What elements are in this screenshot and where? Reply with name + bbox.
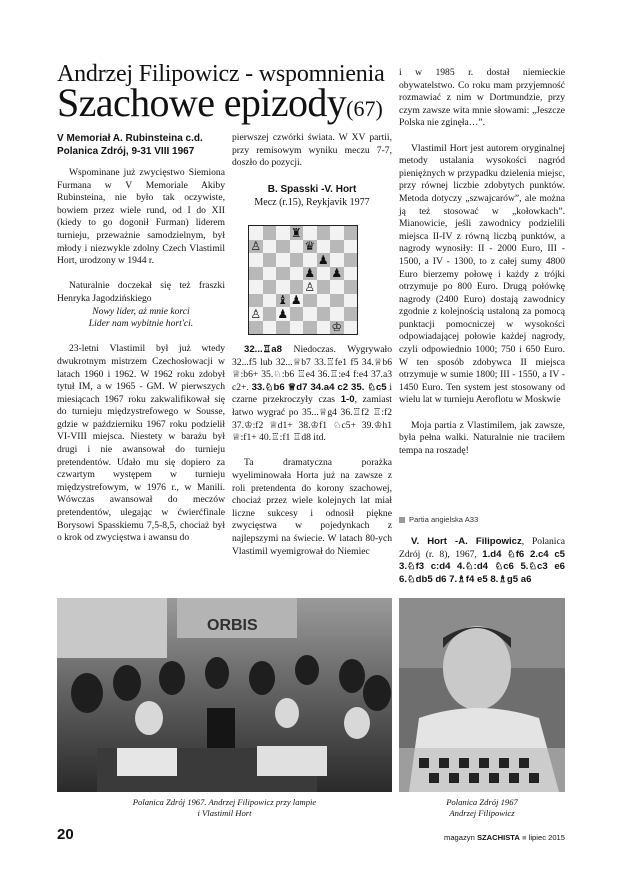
game-moves: 32...♖a8 Niedoczas. Wygrywało 32...f5 lub 32...♕b7 33.♖fe1 f5 34.♕b6 ♕:b6+ 35.♘:b6 ♖e4 36.♖:e4 f:e4 37.a3 c2+. 33.♘b6 ♕d7 34.a4 c2 35. ♘c5 i czarne przekroczyły czas 1-0, zamiast łatwo wygrać po 35...♕g4 36.♖f2 ♖:f2 37.♔:f2 ♕d1+ 38.♔f1 ♘c5+ 39.♔h1 ♕:f1+ 40.♖:f1 ♖d8 itd.: [232, 344, 393, 444]
chess-square: [330, 253, 344, 267]
article-title-text: Szachowe epizody: [57, 80, 347, 125]
chess-piece-square: ♙: [250, 239, 262, 254]
chess-square: [249, 253, 263, 267]
col1-paragraph: Wspominane już zwycięstwo Siemiona Furmana w V Memoriale Akiby Rubinsteina, nie było tak oczywiste, bowiem przez wiele rund, od I do XII (kiedy to go dogonił Furman) liderem turnieju, przeważnie samodzielnym, był młody i niezwykle zdolny Czech Vlastimil Hort, urodzony w 1944 r.: [57, 167, 225, 267]
chess-square: [263, 294, 277, 308]
chess-piece-square: ♟: [317, 252, 329, 267]
chess-square: [290, 280, 304, 294]
col3-paragraph: i w 1985 r. dostał niemieckie obywatelstwo. Co roku mam przyjemność rozmawiać z nim w Dortmundzie, przy czym zawsze wita mnie słowami: „Jeszcze Polska nie zginęła…”.: [399, 67, 565, 129]
chess-square: [249, 267, 263, 281]
chess-square: [276, 226, 290, 240]
chess-square: [330, 280, 344, 294]
caption-line: i Vlastimil Hort: [197, 808, 252, 818]
game-info: Mecz (r.15), Reykjavik 1977: [254, 197, 370, 208]
verse-line: Lider nam wybitnie hort'ci.: [88, 318, 194, 330]
chess-square: [263, 307, 277, 321]
chess-square: [330, 240, 344, 254]
opening-source: Partia angielska A33: [399, 515, 565, 524]
photo-tournament-hall: [57, 598, 392, 792]
chess-square: [290, 240, 304, 254]
chess-square: [344, 307, 358, 321]
col1-paragraph: 23-letni Vlastimil był już wtedy dwukrotnym mistrzem Czechosłowacji w latach 1960 i 1962. W 1962 roku zdobył tytuł IM, a w 1965 - GM. W pierwszych miesiącach 1967 roku zakwalifikował się do turnieju międzystrefowego w Sousse, gdzie w październiku 1967 roku podzielił VI-VIII miejsca. Niestety w barażu był drugi i nie awansował do turnieju pretendentów. Udało mu się dopiero za czwartym występem w turnieju międzystrefowym, w 1976 r., w Manili. Wówczas awansował do meczów pretendentów, ulegając w ćwierćfinale Borysowi Spasskiemu 7,5-8,5, chociaż był o krok od zwycięstwa i awansu do: [57, 343, 225, 544]
chess-square: [330, 226, 344, 240]
chess-piece-square: ♜: [290, 225, 302, 240]
caption-line: Andrzej Filipowicz: [449, 808, 515, 818]
footer-magazine: magazyn SZACHISTA ■ lipiec 2015: [444, 833, 565, 842]
game-moves: V. Hort -A. Filipowicz, Polanica Zdrój (r. 8), 1967, 1.d4 ♘f6 2.c4 c5 3.♘f3 c:d4 4.♘:d4 ♘c6 5.♘c3 e6 6.♘db5 d6 7.♗f4 e5 8.♗g5 a6: [399, 536, 565, 585]
chess-square: [249, 280, 263, 294]
chess-square: [317, 226, 331, 240]
col3-paragraph: Vlastimil Hort jest autorem oryginalnej metody ustalania wysokości nagród pieniężnych w przypadku dzielenia miejsc, przy równej liczbie zdobytych punktów. Metoda dotyczy „szwajcarów”, ale można ją też stosować w „kołowkach”. Mianowicie, jeśli zawodnicy podzielili miejsca II-IV z równą liczbą punktów, a nagrody wynosiły: II - 2000 Euro, III - 1500, a IV - 1300, to z całej sumy 4800 Euro bierzemy połowę i każdy z trójki otrzymuje po 800 Euro. Drugą połówkę nagrody (2400 Euro) dostają zawodnicy zgodnie z kolejnością ustaloną za pomocą punktacji pomocniczej w wysokości odpowiadającej połowie każdej nagrody, czyli odpowiednio 1000; 750 i 650 Euro. W ten sposób zdobywca II miejsca otrzymuje w sumie 1800; III - 1550, a IV - 1450 Euro. Ten system jest stosowany od wielu lat w turnieju Aeroflotu w Moskwie: [399, 142, 565, 406]
chess-square: [290, 267, 304, 281]
svg-text:ORBIS: ORBIS: [207, 617, 258, 634]
photo-caption-left: [57, 797, 392, 819]
chess-square: [290, 307, 304, 321]
subhead: [57, 132, 225, 158]
chess-square: [249, 226, 263, 240]
page-number: 20: [57, 826, 74, 843]
game-hort-filipowicz: [399, 536, 565, 586]
chess-square: [303, 307, 317, 321]
chess-piece-square: ♝: [277, 293, 289, 308]
chess-square: [344, 321, 358, 335]
col3-paragraph: Moja partia z Vlastimilem, jak zawsze, była pełna walki. Naturalnie nie traciłem tempa na roszadę!: [399, 419, 565, 456]
column-3: [399, 67, 565, 457]
chess-piece-square: ♙: [304, 279, 316, 294]
photo-caption-right: [399, 797, 565, 819]
verse-line: Nowy lider, aż mnie korci: [92, 305, 190, 317]
chess-square: [276, 280, 290, 294]
chess-square: [344, 294, 358, 308]
chess-diagram: [248, 225, 358, 335]
chess-square: [317, 240, 331, 254]
chess-piece-square: ♟: [331, 266, 343, 281]
chess-square: [344, 240, 358, 254]
chess-square: [276, 240, 290, 254]
caption-line: Polanica Zdrój 1967: [446, 797, 518, 807]
chess-square: [290, 321, 304, 335]
chess-square: [263, 267, 277, 281]
chess-square: [263, 280, 277, 294]
photo-filipowicz: [399, 598, 565, 792]
chess-square: [344, 280, 358, 294]
chess-square: [317, 294, 331, 308]
chess-square: [317, 307, 331, 321]
article-title: [57, 82, 383, 130]
source-marker-icon: [399, 517, 405, 523]
article-series-title: Andrzej Filipowicz - wspomnienia: [57, 61, 385, 87]
col2-paragraph: pierwszej czwórki świata. W XV partii, przy remisowym wyniku meczu 7-7, doszło do pozycji.: [232, 132, 392, 169]
chess-square: [330, 307, 344, 321]
col2-paragraph: Ta dramatyczna porażka wyeliminowała Horta już na zawsze z roli pretendenta do korony szachowej, chociaż przez wiele kolejnych lat miał liczne sukcesy i odnosił piękne zwycięstwa w pojedynkach z najlepszymi na świecie. W latach 80-ych Vlastimil wyemigrował do Niemiec: [232, 457, 392, 557]
chess-square: [317, 321, 331, 335]
episode-number: (67): [346, 96, 383, 121]
subhead-line2: Polanica Zdrój, 9-31 VIII 1967: [57, 146, 195, 157]
chess-square: [344, 226, 358, 240]
chess-square: [344, 253, 358, 267]
chess-piece-square: ♟: [290, 293, 302, 308]
chess-square: [330, 294, 344, 308]
column-2-top: [232, 132, 392, 170]
chess-square: [303, 294, 317, 308]
chess-piece-square: ♛: [304, 239, 316, 254]
column-1: [57, 167, 225, 545]
chess-square: [276, 267, 290, 281]
chess-piece-square: ♙: [250, 306, 262, 321]
col1-paragraph: Naturalnie doczekał się też fraszki Henryka Jagodzińskiego: [57, 280, 225, 304]
chess-square: [249, 321, 263, 335]
column-2-bottom: [232, 344, 392, 558]
chess-square: [303, 226, 317, 240]
chess-square: [263, 321, 277, 335]
chess-square: [317, 280, 331, 294]
chess-square: [276, 321, 290, 335]
game-players: B. Spasski -V. Hort: [267, 184, 357, 195]
chess-square: [263, 226, 277, 240]
caption-line: Polanica Zdrój 1967. Andrzej Filipowicz przy lampie: [132, 797, 317, 807]
chess-square: [290, 253, 304, 267]
chess-square: [263, 240, 277, 254]
chess-piece-square: ♔: [331, 320, 343, 335]
game-header-spassky-hort: [232, 183, 392, 209]
chess-square: [263, 253, 277, 267]
chess-square: [249, 294, 263, 308]
chess-square: [303, 253, 317, 267]
chess-piece-square: ♟: [277, 306, 289, 321]
chess-piece-square: ♟: [304, 266, 316, 281]
chess-square: [276, 253, 290, 267]
chess-square: [344, 267, 358, 281]
subhead-line1: V Memoriał A. Rubinsteina c.d.: [57, 133, 203, 144]
chess-square: [303, 321, 317, 335]
chess-square: [317, 267, 331, 281]
